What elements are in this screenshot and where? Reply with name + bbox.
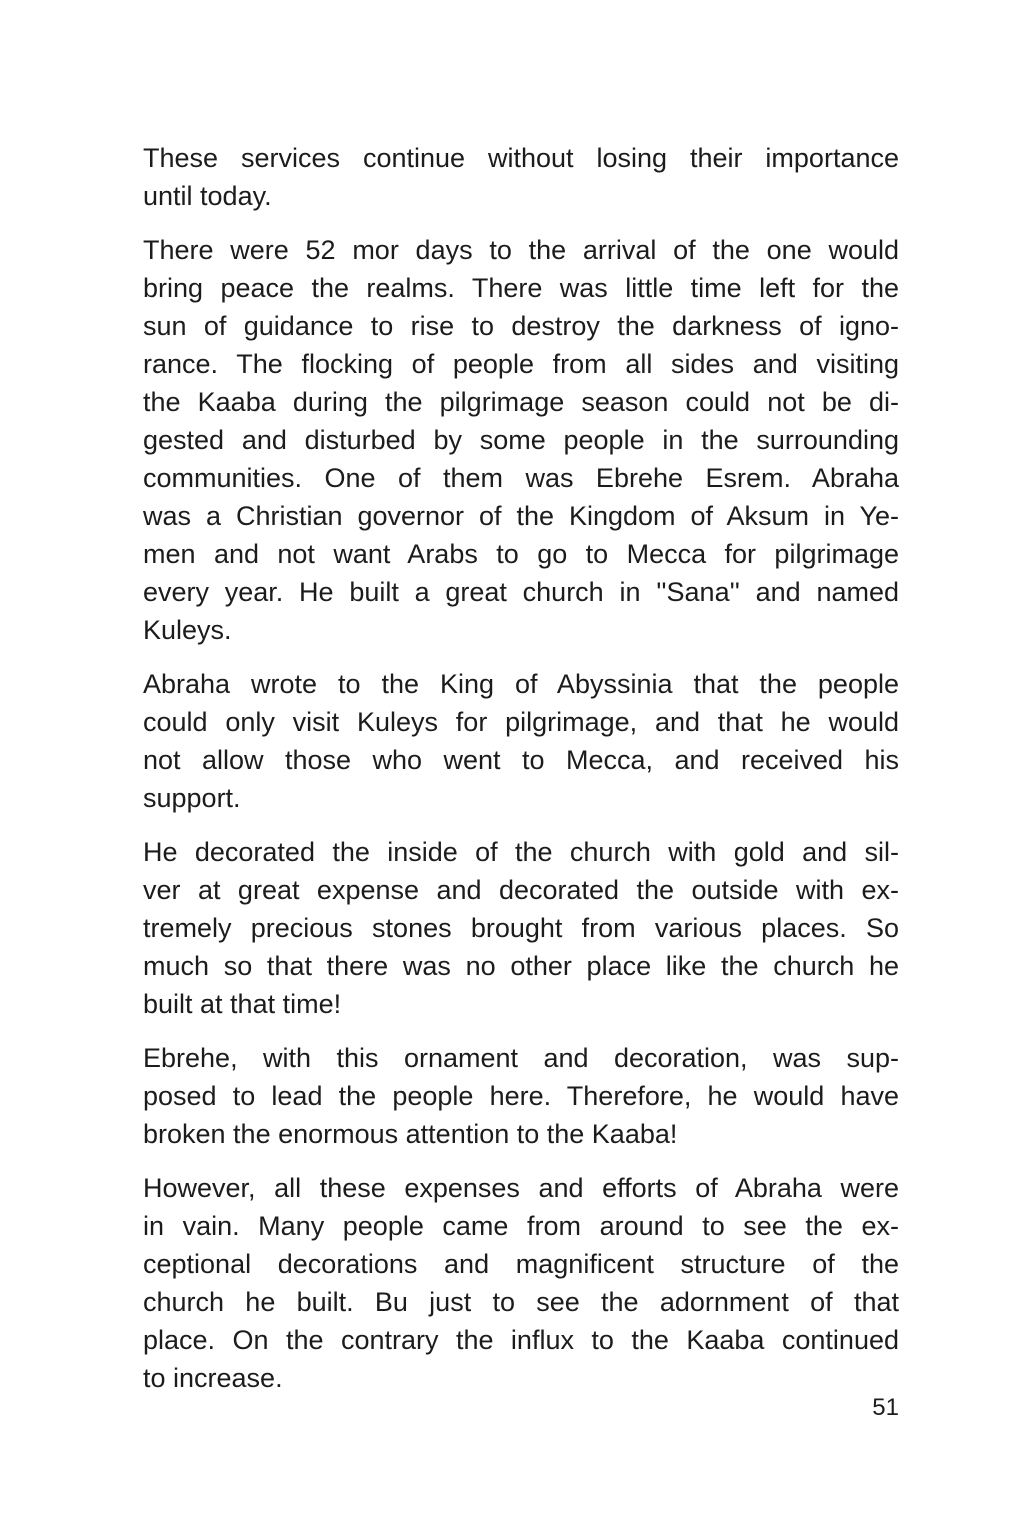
text-line: could only visit Kuleys for pilgrimage, and that he would	[143, 707, 899, 737]
text-line: men and not want Arabs to go to Mecca for pilgrimage	[143, 539, 899, 569]
text-line: church he built. Bu just to see the adornment of that	[143, 1287, 899, 1317]
paragraph	[143, 833, 899, 1023]
text-line: Ebrehe, with this ornament and decoration, was sup-	[143, 1043, 899, 1073]
text-line: Kuleys.	[143, 615, 232, 645]
text-line: not allow those who went to Mecca, and received his	[143, 745, 899, 775]
text-line: gested and disturbed by some people in the surrounding	[143, 425, 899, 455]
text-line: He decorated the inside of the church with gold and sil-	[143, 837, 899, 867]
text-line: every year. He built a great church in ''Sana'' and named	[143, 577, 899, 607]
text-line: rance. The flocking of people from all sides and visiting	[143, 349, 899, 379]
text-line: was a Christian governor of the Kingdom of Aksum in Ye-	[143, 501, 899, 531]
text-line: support.	[143, 783, 241, 813]
text-line: ceptional decorations and magnificent structure of the	[143, 1249, 899, 1279]
paragraph	[143, 231, 899, 649]
text-line: posed to lead the people here. Therefore, he would have	[143, 1081, 899, 1111]
text-line: bring peace the realms. There was little time left for the	[143, 273, 899, 303]
text-line: sun of guidance to rise to destroy the darkness of igno-	[143, 311, 899, 341]
text-line: to increase.	[143, 1363, 283, 1393]
text-line: communities. One of them was Ebrehe Esrem. Abraha	[143, 463, 899, 493]
text-line: in vain. Many people came from around to see the ex-	[143, 1211, 899, 1241]
paragraph	[143, 665, 899, 817]
text-line: ver at great expense and decorated the outside with ex-	[143, 875, 899, 905]
paragraph	[143, 139, 899, 215]
text-line: tremely precious stones brought from various places. So	[143, 913, 899, 943]
text-line: place. On the contrary the influx to the Kaaba continued	[143, 1325, 899, 1355]
page-number: 51	[872, 1394, 899, 1421]
paragraph	[143, 1169, 899, 1397]
text-line: much so that there was no other place like the church he	[143, 951, 899, 981]
paragraph	[143, 1039, 899, 1153]
text-line: the Kaaba during the pilgrimage season could not be di-	[143, 387, 899, 417]
text-line: Abraha wrote to the King of Abyssinia that the people	[143, 669, 899, 699]
text-line: There were 52 mor days to the arrival of the one would	[143, 235, 899, 265]
text-line: broken the enormous attention to the Kaaba!	[143, 1119, 678, 1149]
text-line: built at that time!	[143, 989, 342, 1019]
text-block	[143, 139, 899, 1413]
text-line: until today.	[143, 181, 272, 211]
text-line: These services continue without losing their importance	[143, 143, 899, 173]
text-line: However, all these expenses and efforts of Abraha were	[143, 1173, 899, 1203]
